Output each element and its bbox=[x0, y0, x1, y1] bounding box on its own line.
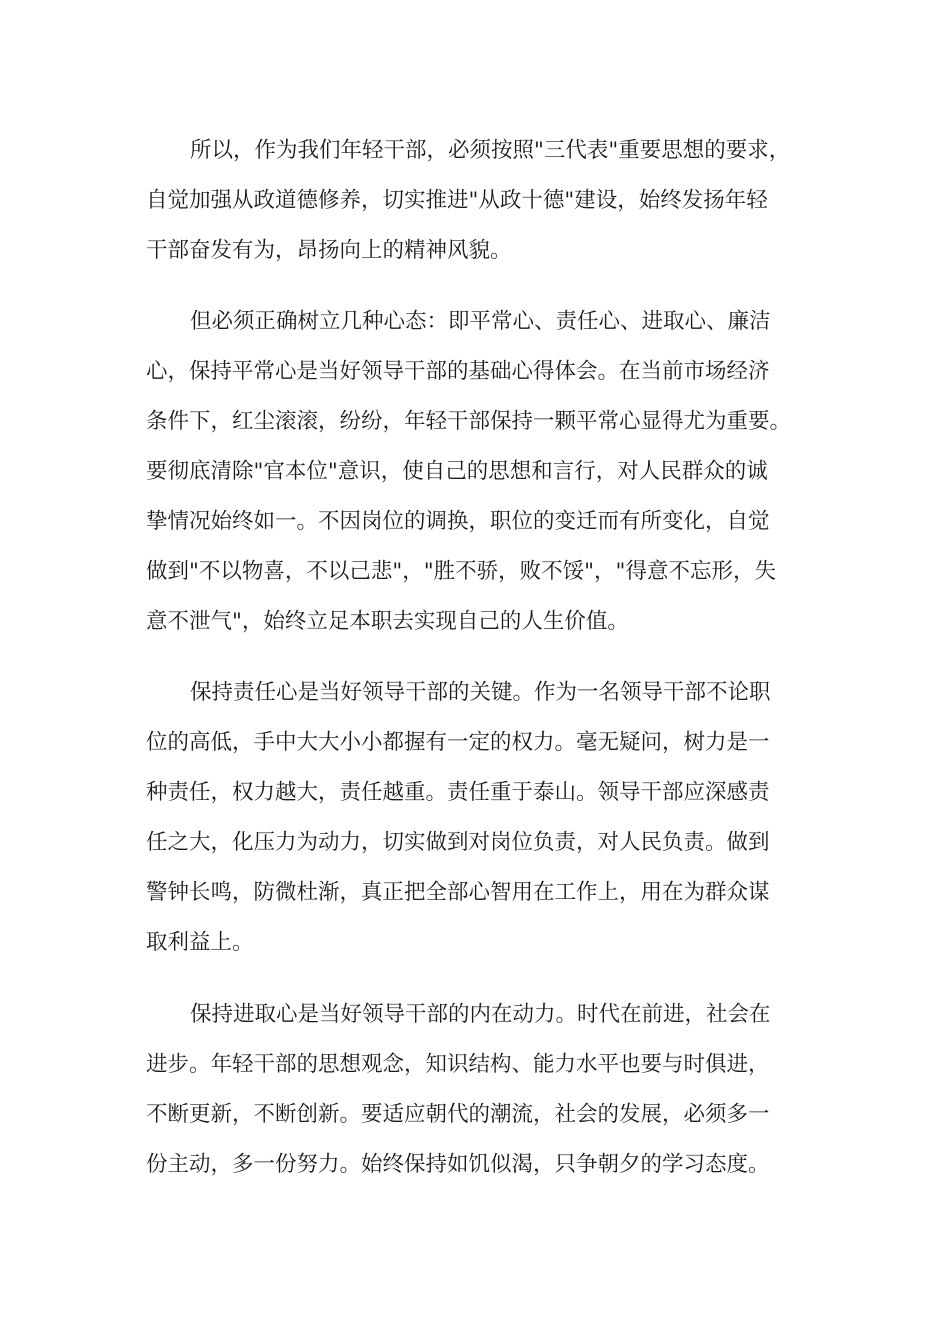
text-line: 不断更新，不断创新。要适应朝代的潮流，社会的发展，必须多一 bbox=[146, 1102, 770, 1127]
text-line: 自觉加强从政道德修养，切实推进"从政十德"建设，始终发扬年轻 bbox=[146, 188, 768, 213]
text-line: 干部奋发有为，昂扬向上的精神风貌。 bbox=[146, 238, 512, 263]
text-line: 所以，作为我们年轻干部，必须按照"三代表"重要思想的要求， bbox=[190, 138, 791, 163]
text-line: 要彻底清除"官本位"意识，使自己的思想和言行，对人民群众的诚 bbox=[146, 459, 768, 484]
text-line: 种责任，权力越大，责任越重。责任重于泰山。领导干部应深感责 bbox=[146, 780, 770, 805]
text-line: 意不泄气"，始终立足本职去实现自己的人生价值。 bbox=[146, 609, 629, 634]
text-line: 份主动，多一份努力。始终保持如饥似渴，只争朝夕的学习态度。 bbox=[146, 1152, 770, 1177]
text-line: 取利益上。 bbox=[146, 930, 254, 955]
text-line: 但必须正确树立几种心态：即平常心、责任心、进取心、廉洁 bbox=[190, 309, 771, 334]
text-line: 心，保持平常心是当好领导干部的基础心得体会。在当前市场经济 bbox=[146, 359, 770, 384]
text-line: 任之大，化压力为动力，切实做到对岗位负责，对人民负责。做到 bbox=[146, 830, 770, 855]
text-line: 警钟长鸣，防微杜渐，真正把全部心智用在工作上，用在为群众谋 bbox=[146, 880, 770, 905]
text-line: 进步。年轻干部的思想观念，知识结构、能力水平也要与时俱进， bbox=[146, 1052, 770, 1077]
text-line: 保持责任心是当好领导干部的关键。作为一名领导干部不论职 bbox=[190, 680, 771, 705]
text-line: 条件下，红尘滚滚，纷纷，年轻干部保持一颗平常心显得尤为重要。 bbox=[146, 409, 792, 434]
text-line: 保持进取心是当好领导干部的内在动力。时代在前进，社会在 bbox=[190, 1002, 771, 1027]
text-line: 位的高低，手中大大小小都握有一定的权力。毫无疑问，树力是一 bbox=[146, 730, 770, 755]
text-line: 挚情况始终如一。不因岗位的调换，职位的变迁而有所变化，自觉 bbox=[146, 509, 770, 534]
text-line: 做到"不以物喜，不以己悲"，"胜不骄，败不馁"，"得意不忘形，失 bbox=[146, 559, 776, 584]
